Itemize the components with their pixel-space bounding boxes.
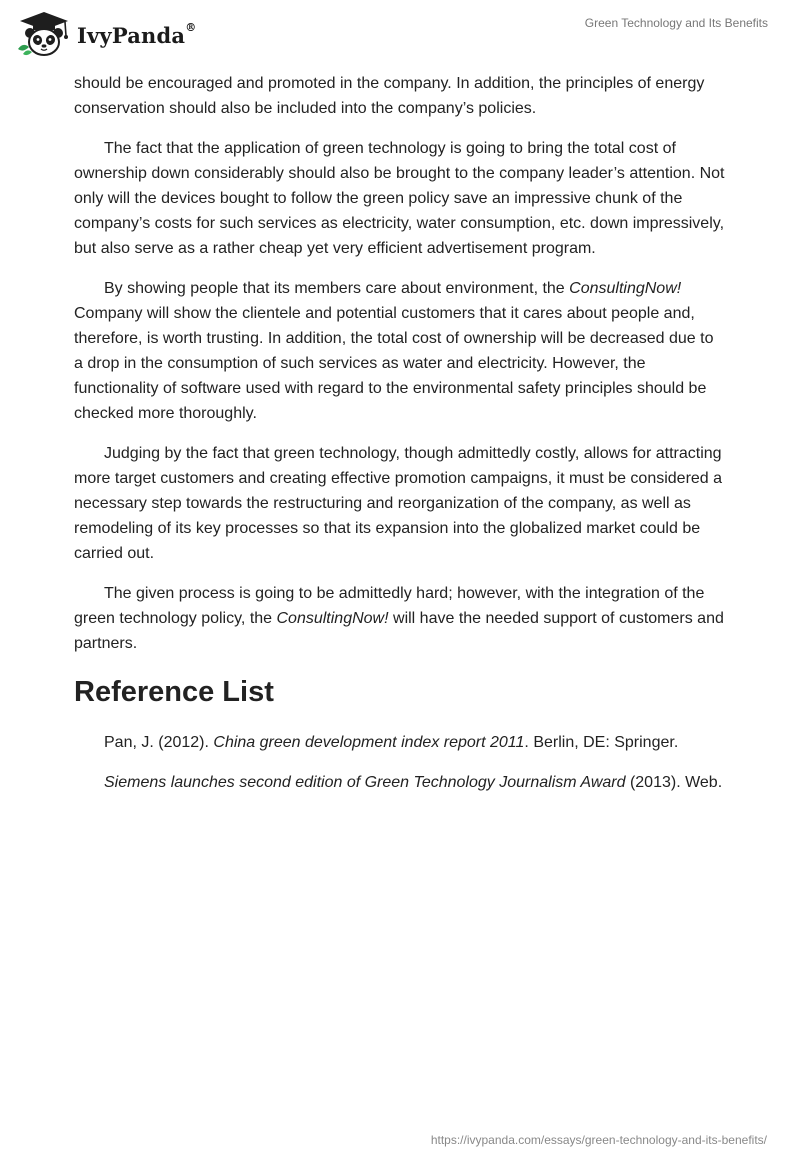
- paragraph-continuation: should be encouraged and promoted in the company. In addition, the principles of energy conservation should also be included into the company’s policies.: [74, 75, 705, 117]
- paragraph: The given process is going to be admittedly hard; however, with the integration of the green technology policy, the ConsultingNow! will have the needed support of customers and partners.: [74, 585, 724, 652]
- paragraph: Judging by the fact that green technology, though admittedly costly, allows for attracting more target customers and creating effective promotion campaigns, it must be considered a necessary step towards the restructuring and reorganization of the company, as well as remodeling of its key processes so that its expansion into the globalized market could be carried out.: [74, 445, 723, 562]
- brand-name: IvyPanda®: [77, 20, 197, 48]
- paragraph: By showing people that its members care about environment, the ConsultingNow! Company will show the clientele and potential customers that it cares about people and, therefore, is worth trusting. In addition, the total cost of ownership will be decreased due to a drop in the consumption of such services as water and electricity. However, the functionality of software used with regard to the environmental safety principles should be checked more thoroughly.: [74, 280, 714, 422]
- panda-graduate-icon: [14, 9, 74, 57]
- company-name: ConsultingNow!: [569, 280, 682, 297]
- reference-item: Siemens launches second edition of Green Technology Journalism Award (2013). Web.: [104, 774, 723, 791]
- reference-item: Pan, J. (2012). China green development index report 2011. Berlin, DE: Springer.: [104, 734, 679, 751]
- reference-list-heading: Reference List: [74, 676, 274, 708]
- source-url[interactable]: https://ivypanda.com/essays/green-technology-and-its-benefits/: [430, 1133, 767, 1147]
- company-name: ConsultingNow!: [276, 610, 389, 627]
- document-title: Green Technology and Its Benefits: [584, 16, 768, 30]
- ivypanda-logo[interactable]: [14, 9, 196, 57]
- essay-content: [74, 71, 726, 810]
- paragraph: The fact that the application of green technology is going to bring the total cost of ownership down considerably should also be brought to the company leader’s attention. Not only will the devices bought to follow the green policy save an impressive chunk of the company’s costs for such services as electricity, water consumption, etc. down impressively, but also serve as a rather cheap yet very efficient advertisement program.: [74, 140, 725, 257]
- page-header: [0, 0, 800, 64]
